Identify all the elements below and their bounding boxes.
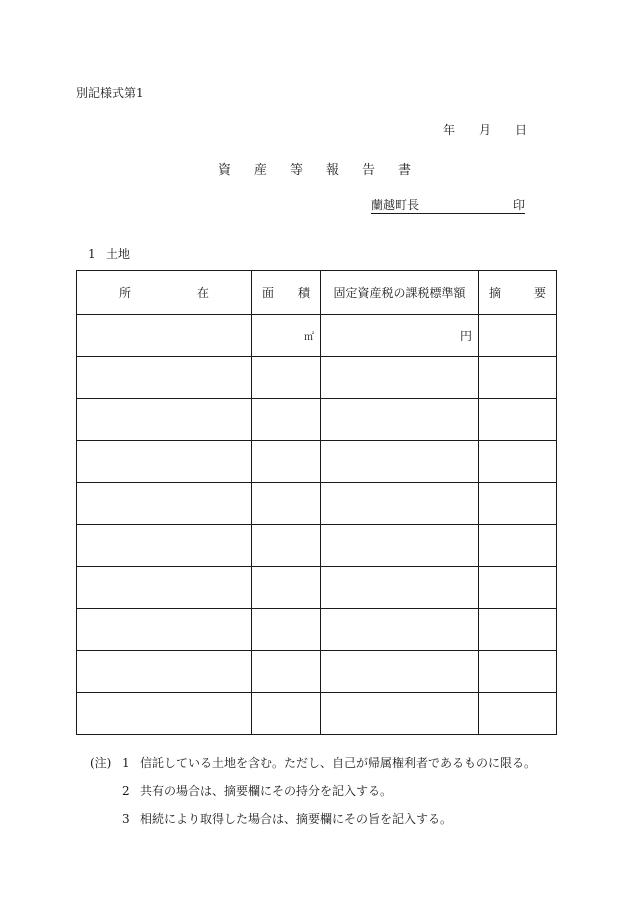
note-item: 3 相続により取得した場合は、摘要欄にその旨を記入する。 — [122, 812, 453, 826]
cell-area[interactable] — [252, 567, 321, 609]
cell-remarks[interactable] — [479, 483, 557, 525]
cell-tax-value[interactable] — [321, 315, 479, 357]
cell-area[interactable] — [252, 693, 321, 735]
table-row — [77, 483, 557, 525]
land-table — [76, 270, 557, 735]
cell-remarks[interactable] — [479, 399, 557, 441]
cell-area[interactable] — [252, 609, 321, 651]
cell-remarks[interactable] — [479, 441, 557, 483]
area-unit: ㎡ — [304, 332, 314, 343]
section-number: 1 — [88, 247, 96, 261]
cell-location[interactable] — [77, 651, 252, 693]
header-area: 面 積 — [252, 271, 321, 315]
date-day-label: 日 — [515, 123, 528, 137]
cell-tax-value[interactable] — [321, 483, 479, 525]
cell-tax-value[interactable] — [321, 609, 479, 651]
value-unit: 円 — [459, 329, 472, 343]
cell-location[interactable] — [77, 357, 252, 399]
header-tax-value: 固定資産税の課税標準額 — [321, 271, 479, 315]
date-month-label: 月 — [479, 123, 492, 137]
cell-area[interactable] — [252, 525, 321, 567]
table-row — [77, 441, 557, 483]
notes-label: (注) — [90, 756, 112, 770]
cell-area[interactable] — [252, 357, 321, 399]
cell-tax-value[interactable] — [321, 399, 479, 441]
cell-location[interactable] — [77, 525, 252, 567]
table-row — [77, 609, 557, 651]
title-char: 報 — [326, 163, 340, 178]
cell-location[interactable] — [77, 567, 252, 609]
document-title — [218, 159, 434, 178]
cell-location[interactable] — [77, 693, 252, 735]
recipient-line — [371, 197, 525, 214]
form-label: 別記様式第1 — [76, 86, 144, 100]
date-line — [443, 121, 527, 138]
header-location: 所 在 — [77, 271, 252, 315]
title-char: 書 — [398, 163, 412, 178]
table-row — [77, 651, 557, 693]
cell-location[interactable] — [77, 399, 252, 441]
cell-remarks[interactable] — [479, 315, 557, 357]
date-year-label: 年 — [443, 123, 456, 137]
cell-area[interactable] — [252, 441, 321, 483]
cell-remarks[interactable] — [479, 693, 557, 735]
cell-remarks[interactable] — [479, 609, 557, 651]
cell-location[interactable] — [77, 315, 252, 357]
cell-area[interactable] — [252, 315, 321, 357]
cell-area[interactable] — [252, 399, 321, 441]
table-header-row — [77, 271, 557, 315]
cell-location[interactable] — [77, 483, 252, 525]
title-char: 資 — [218, 163, 232, 178]
cell-location[interactable] — [77, 609, 252, 651]
note-item: 2 共有の場合は、摘要欄にその持分を記入する。 — [122, 784, 393, 798]
seal-mark: 印 — [512, 198, 525, 212]
cell-area[interactable] — [252, 651, 321, 693]
notes-section — [90, 749, 536, 833]
cell-tax-value[interactable] — [321, 567, 479, 609]
cell-remarks[interactable] — [479, 651, 557, 693]
cell-tax-value[interactable] — [321, 441, 479, 483]
cell-remarks[interactable] — [479, 357, 557, 399]
note-item: (注) 1 信託している土地を含む。ただし、自己が帰属権利者であるものに限る。 — [90, 749, 536, 777]
table-row — [77, 567, 557, 609]
cell-tax-value[interactable] — [321, 651, 479, 693]
cell-tax-value[interactable] — [321, 693, 479, 735]
table-row — [77, 399, 557, 441]
title-char: 産 — [254, 163, 268, 178]
cell-location[interactable] — [77, 441, 252, 483]
table-row — [77, 525, 557, 567]
cell-remarks[interactable] — [479, 567, 557, 609]
section-title: 土地 — [106, 247, 131, 261]
cell-tax-value[interactable] — [321, 357, 479, 399]
section-heading — [88, 245, 130, 262]
header-remarks: 摘 要 — [479, 271, 557, 315]
title-char: 等 — [290, 163, 304, 178]
table-row — [77, 315, 557, 357]
cell-area[interactable] — [252, 483, 321, 525]
cell-remarks[interactable] — [479, 525, 557, 567]
recipient-name: 蘭越町長 — [371, 198, 420, 212]
cell-tax-value[interactable] — [321, 525, 479, 567]
table-row — [77, 357, 557, 399]
title-char: 告 — [362, 163, 376, 178]
table-row — [77, 693, 557, 735]
